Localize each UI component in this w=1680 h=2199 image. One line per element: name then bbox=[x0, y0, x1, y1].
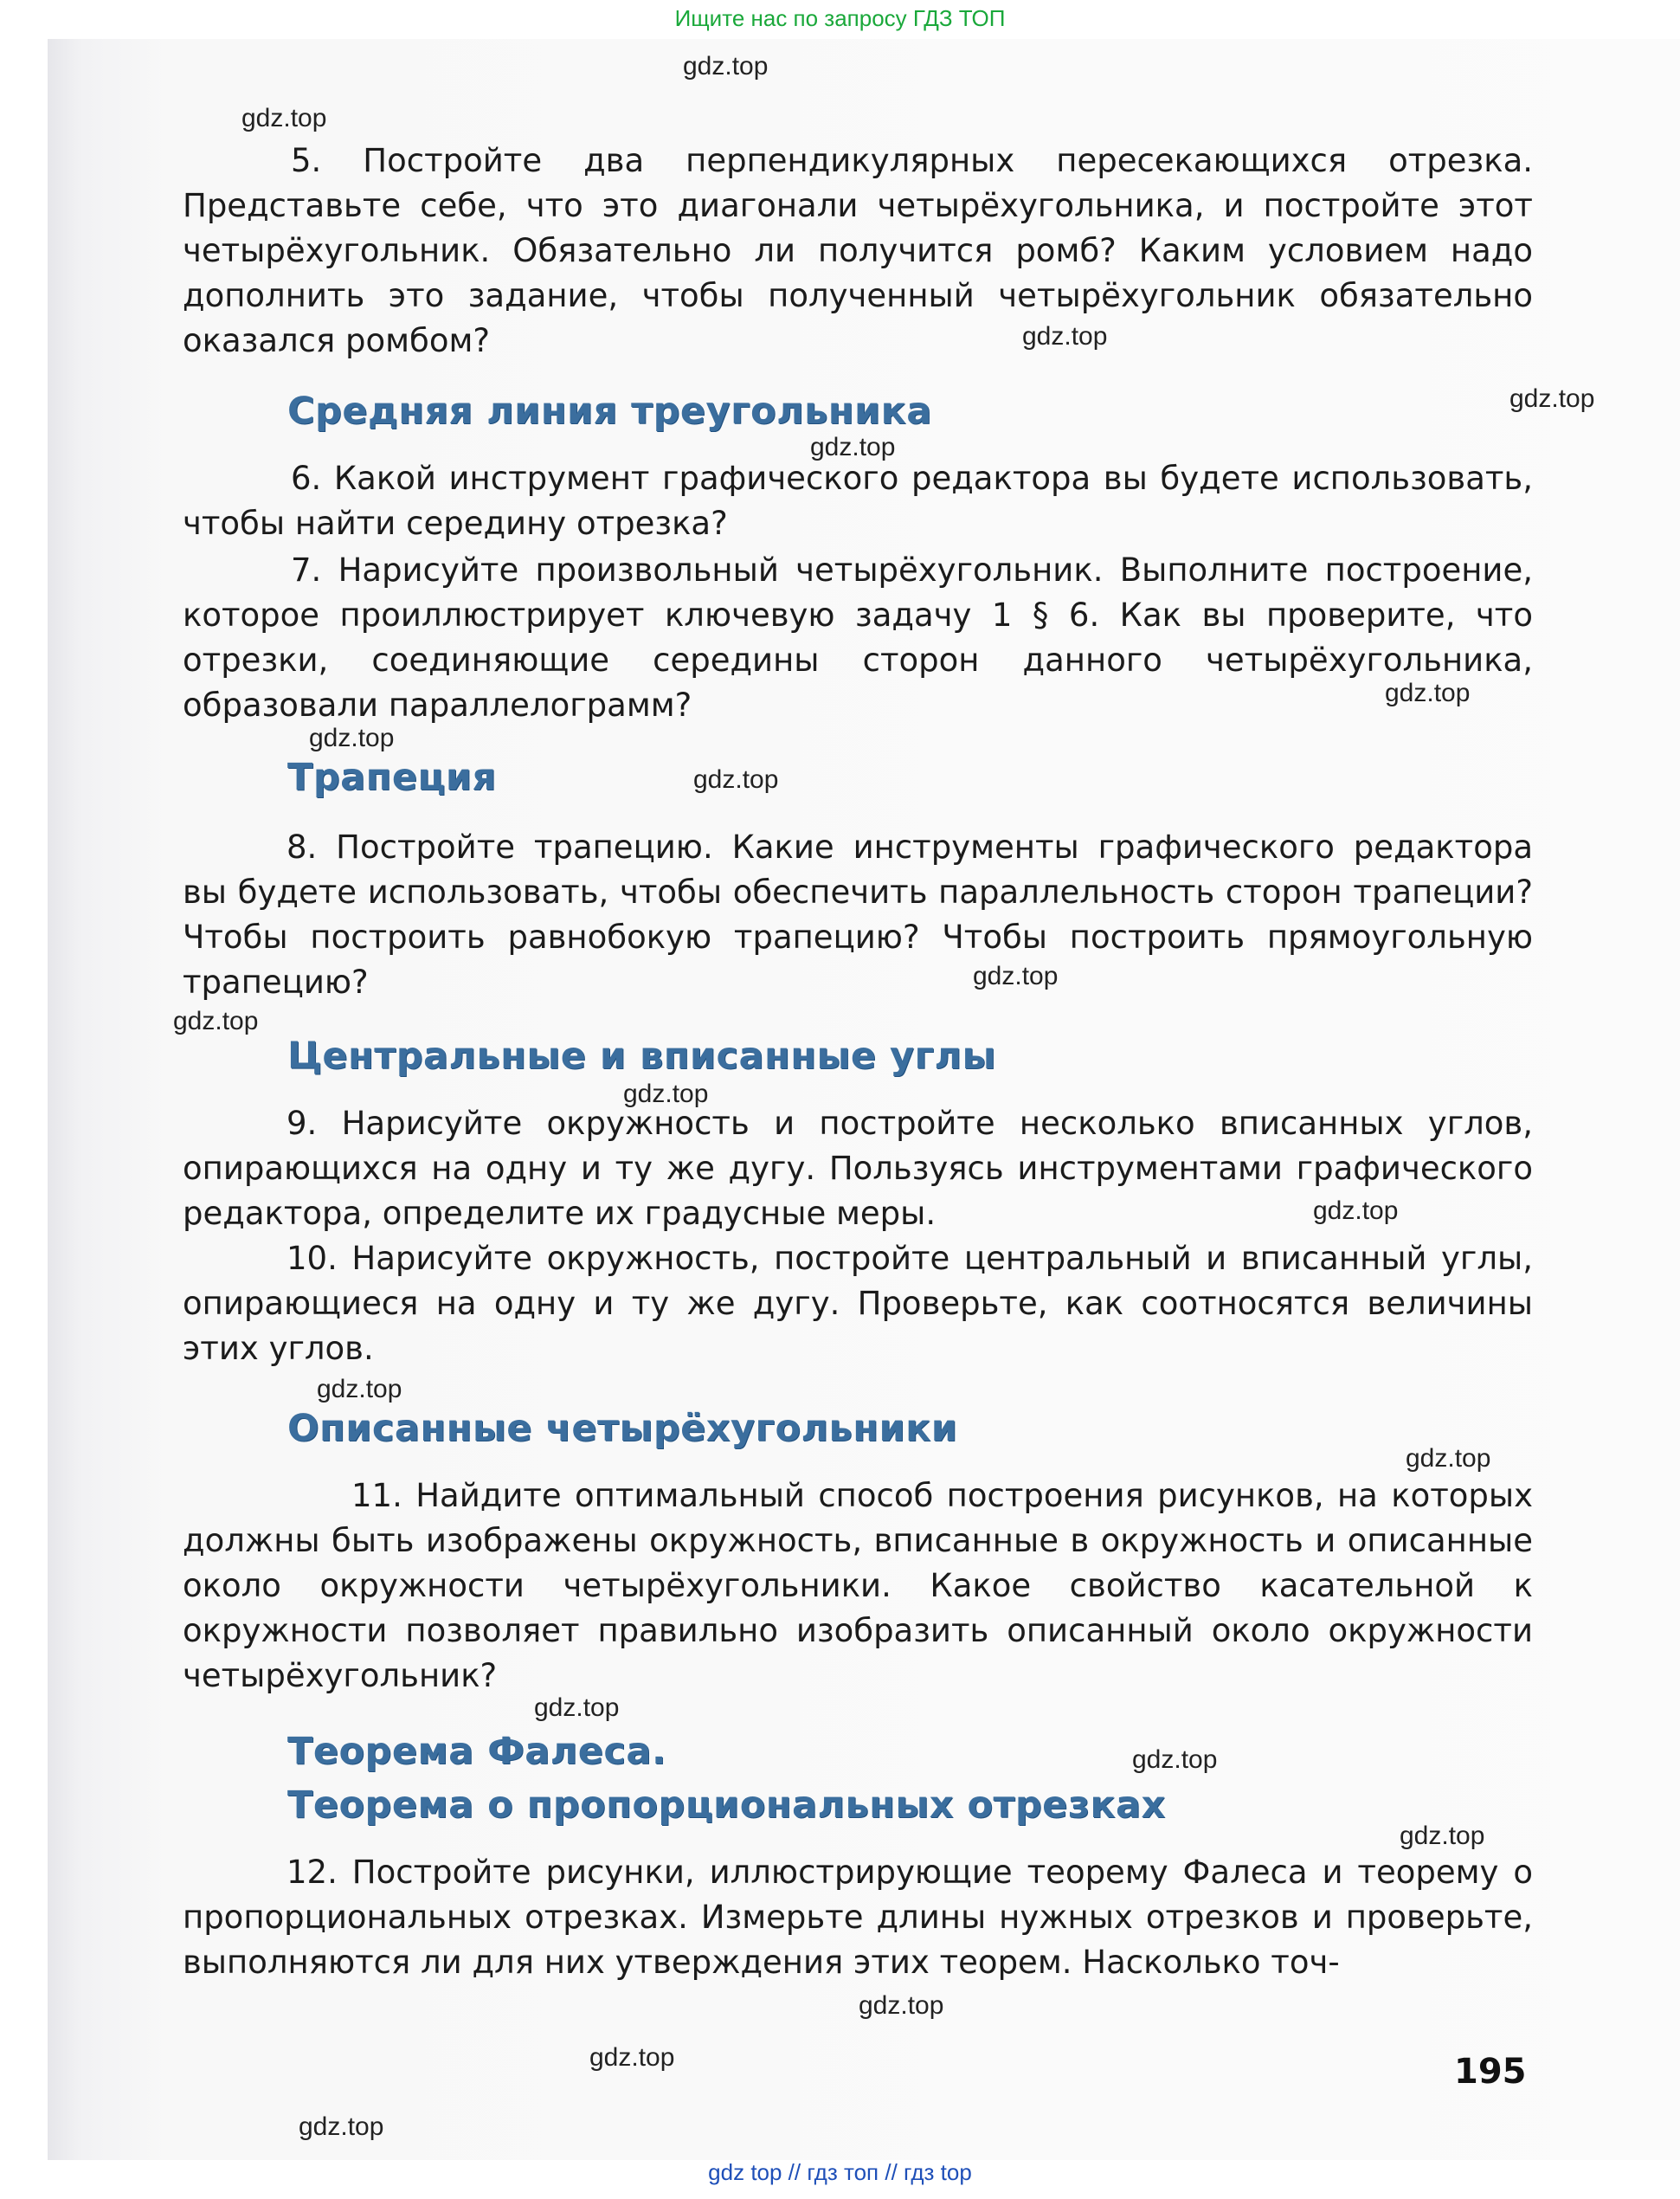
task-11 bbox=[183, 1474, 1533, 1699]
watermark: gdz.top bbox=[1406, 1444, 1491, 1473]
watermark: gdz.top bbox=[623, 1080, 709, 1108]
watermark: gdz.top bbox=[683, 52, 769, 81]
watermark: gdz.top bbox=[589, 2043, 675, 2072]
watermark: gdz.top bbox=[1313, 1196, 1399, 1225]
task-9-text: 9. Нарисуйте окружность и постройте несколько вписанных углов, опирающихся на одну и ту же дугу. Пользуясь инструментами графического редактора, определите их градусные меры. bbox=[183, 1105, 1533, 1232]
task-7-text: 7. Нарисуйте произвольный четырёхугольник. Выполните построение, которое проиллюстрирует ключевую задачу 1 § 6. Как вы проверите, что отрезки, соединяющие середины сторон данного четырёхугольника, образовали параллелограмм? bbox=[183, 551, 1533, 724]
heading-thales: Теорема Фалеса. bbox=[287, 1730, 666, 1773]
task-12-text: 12. Постройте рисунки, иллюстрирующие теорему Фалеса и теорему о пропорциональных отрезках. Измерьте длины нужных отрезков и проверьте, выполняются ли для них утверждения этих теорем. Насколько точ- bbox=[183, 1854, 1533, 1981]
watermark: gdz.top bbox=[1022, 322, 1108, 351]
task-12 bbox=[183, 1850, 1533, 1985]
watermark: gdz.top bbox=[859, 1991, 944, 2020]
watermark: gdz.top bbox=[810, 433, 896, 461]
task-5 bbox=[183, 139, 1533, 364]
watermark: gdz.top bbox=[534, 1693, 620, 1722]
task-8 bbox=[183, 825, 1533, 1005]
heading-circumscribed: Описанные четырёхугольники bbox=[287, 1407, 958, 1450]
task-10-text: 10. Нарисуйте окружность, постройте центральный и вписанный углы, опирающиеся на одну и ту же дугу. Проверьте, как соотносятся величины этих углов. bbox=[183, 1240, 1533, 1367]
watermark: gdz.top bbox=[1509, 384, 1595, 413]
watermark: gdz.top bbox=[973, 962, 1059, 990]
heading-trapezoid: Трапеция bbox=[287, 756, 497, 799]
bottom-banner[interactable]: gdz top // гдз топ // гдз top bbox=[708, 2159, 972, 2185]
task-6-text: 6. Какой инструмент графического редактора вы будете использовать, чтобы найти середину отрезка? bbox=[183, 460, 1533, 542]
watermark: gdz.top bbox=[317, 1375, 402, 1403]
watermark: gdz.top bbox=[1132, 1745, 1218, 1774]
watermark: gdz.top bbox=[693, 765, 779, 794]
task-7 bbox=[183, 548, 1533, 728]
watermark: gdz.top bbox=[309, 724, 395, 752]
task-5-text: 5. Постройте два перпендикулярных пересекающихся отрезка. Представьте себе, что это диагонали четырёхугольника, и постройте этот четырёхугольник. Обязательно ли получится ромб? Каким условием надо дополнить это задание, чтобы полученный четырёхугольник обязательно оказался ромбом? bbox=[183, 142, 1533, 359]
task-10 bbox=[183, 1236, 1533, 1371]
watermark: gdz.top bbox=[1400, 1822, 1485, 1850]
top-banner[interactable]: Ищите нас по запросу ГДЗ ТОП bbox=[674, 5, 1006, 31]
heading-proportional: Теорема о пропорциональных отрезках bbox=[287, 1783, 1166, 1827]
watermark: gdz.top bbox=[173, 1007, 259, 1035]
task-8-text: 8. Постройте трапецию. Какие инструменты графического редактора вы будете использовать, чтобы обеспечить параллельность сторон трапеции? Чтобы построить равнобокую трапецию? Чтобы построить прямоугольную трапецию? bbox=[183, 829, 1533, 1001]
watermark: gdz.top bbox=[299, 2112, 384, 2141]
task-6 bbox=[183, 456, 1533, 546]
watermark: gdz.top bbox=[1385, 679, 1471, 707]
heading-angles: Центральные и вписанные углы bbox=[287, 1035, 996, 1078]
task-11-text: 11. Найдите оптимальный способ построения рисунков, на которых должны быть изображены окружность, вписанные в окружность и описанные около окружности четырёхугольники. Какое свойство касательной к окружности позволяет правильно изобразить описанный около окружности четырёхугольник? bbox=[183, 1477, 1533, 1694]
page-number: 195 bbox=[1454, 2052, 1527, 2092]
watermark: gdz.top bbox=[241, 104, 327, 132]
heading-midline: Средняя линия треугольника bbox=[287, 390, 932, 433]
